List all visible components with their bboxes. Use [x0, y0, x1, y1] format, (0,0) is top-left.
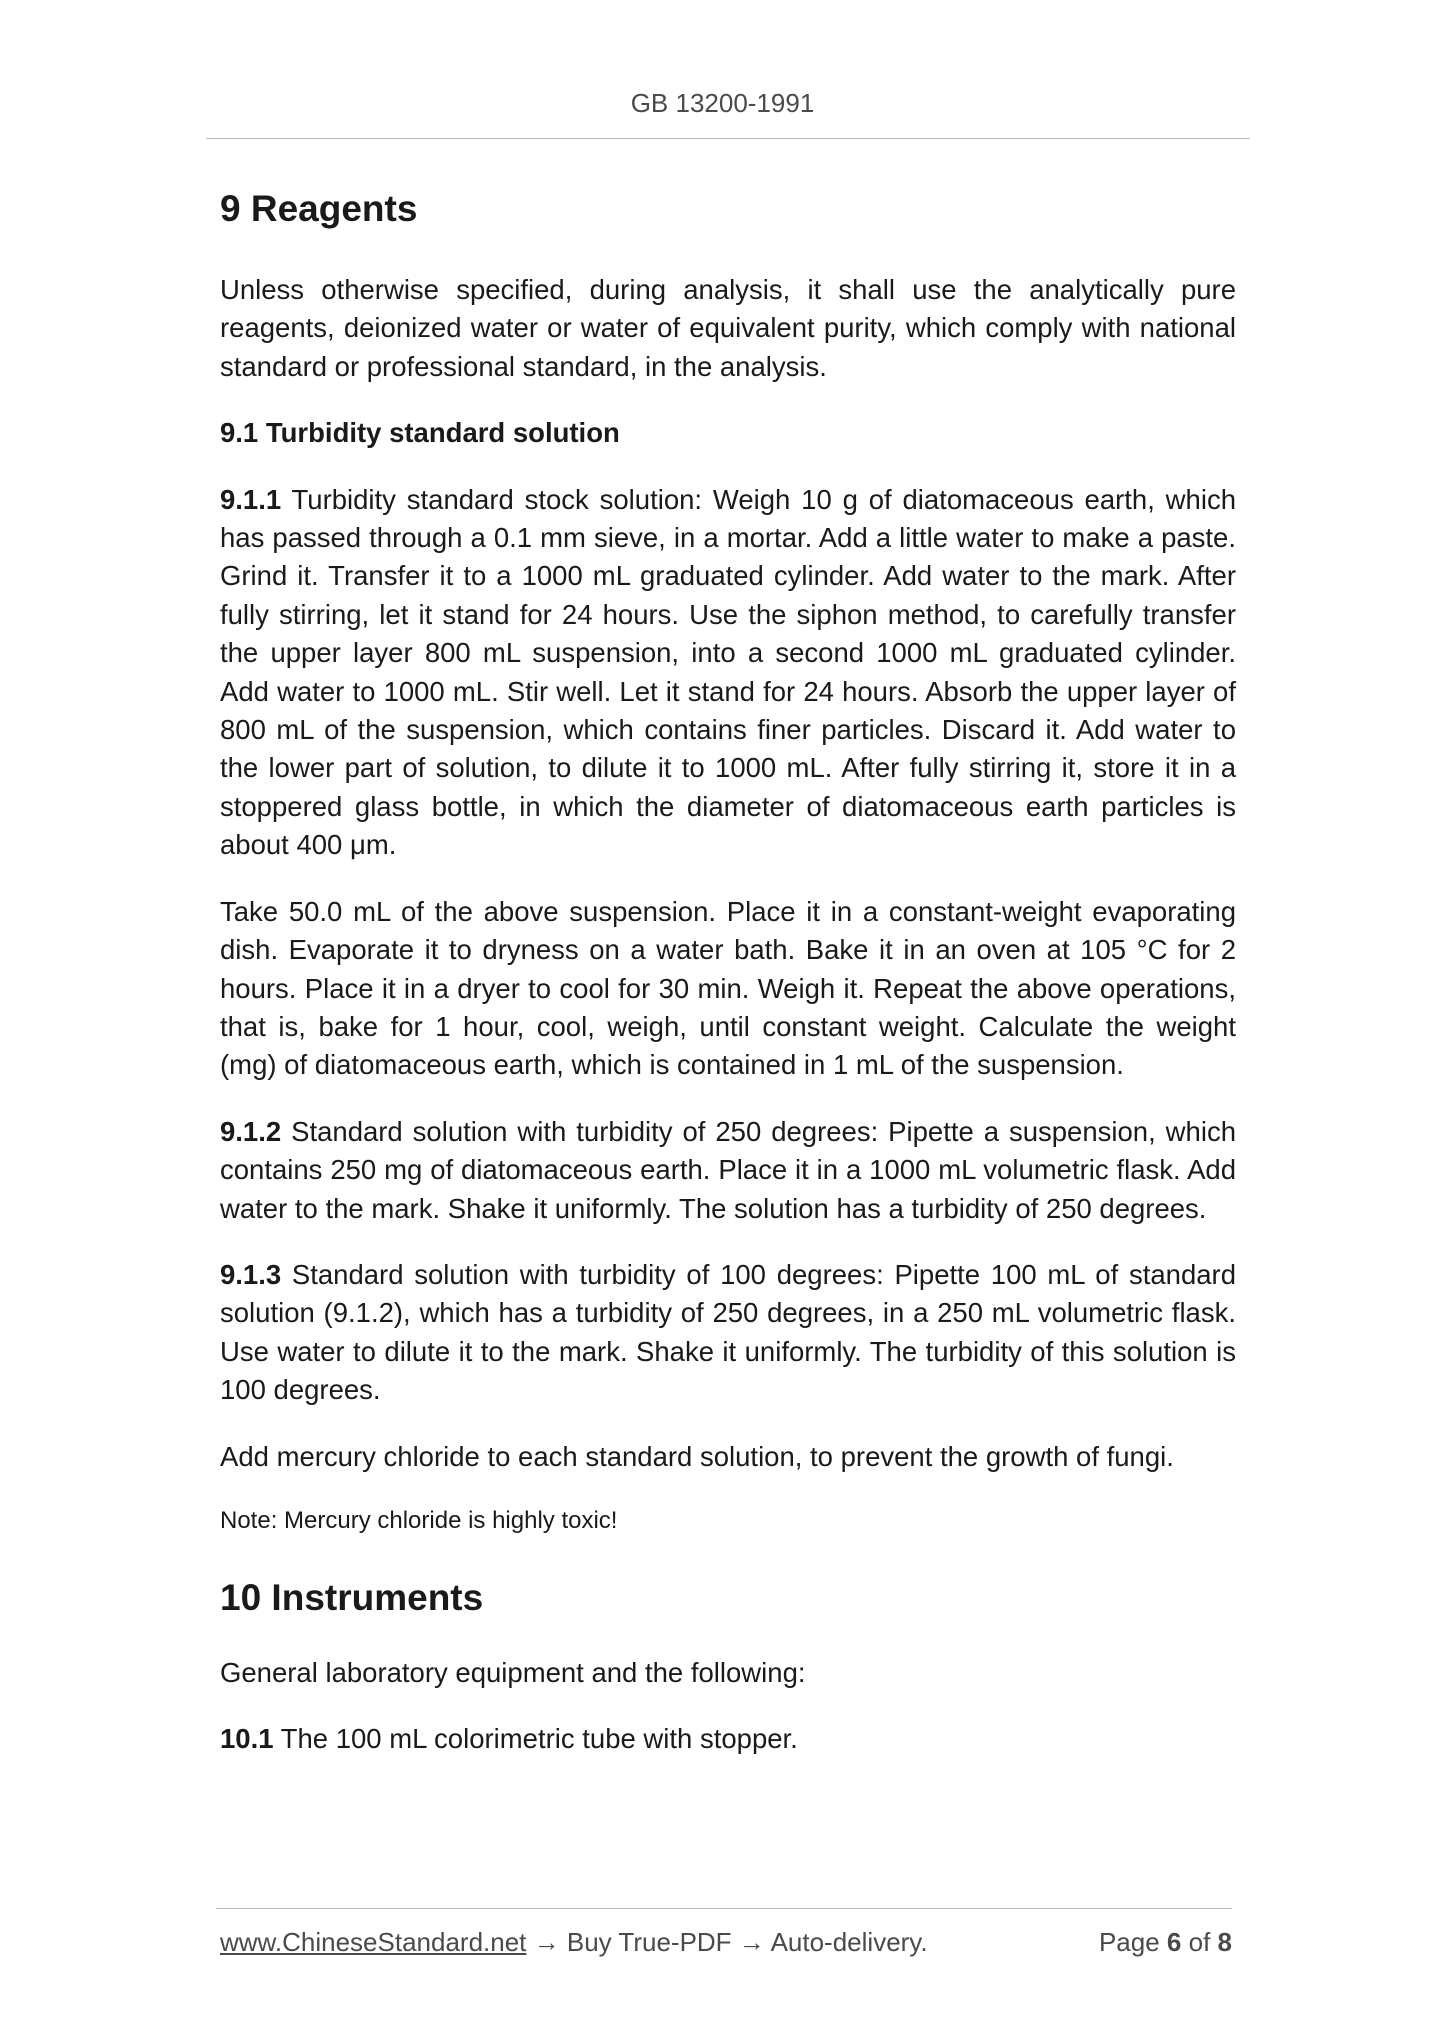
clause-10-1-number: 10.1	[220, 1723, 274, 1755]
section-10-heading: 10 Instruments	[220, 1576, 484, 1618]
mercury-chloride-paragraph: Add mercury chloride to each standard solution, to prevent the growth of fungi.	[220, 1440, 1174, 1472]
page-indicator	[1099, 1927, 1232, 1958]
subsection-9-1-heading: 9.1 Turbidity standard solution	[220, 417, 620, 449]
clause-9-1-3-number: 9.1.3	[220, 1258, 282, 1290]
clause-9-1-2-number: 9.1.2	[220, 1115, 282, 1147]
clause-9-1-1-text: Turbidity standard stock solution: Weigh 10 g of diatomaceous earth, which has passed through a 0.1 mm sieve, in a mortar. Add a little water to make a paste. Grind it. Transfer it to a 1000 mL graduated cylinder. Add water to the mark. After fully stirring, let it stand for 24 hours. Use the siphon method, to carefully transfer the upper layer 800 mL suspension, into a second 1000 mL graduated cylinder. Add water to 1000 mL. Stir well. Let it stand for 24 hours. Absorb the upper layer of 800 mL of the suspension, which contains finer particles. Discard it. Add water to the lower part of solution, to dilute it to 1000 mL. After fully stirring it, store it in a stoppered glass bottle, in which the diameter of diatomaceous earth particles is about 400 μm.	[220, 483, 1236, 861]
take-suspension-paragraph: Take 50.0 mL of the above suspension. Place it in a constant-weight evaporating dish. Evaporate it to dryness on a water bath. Bake it in an oven at 105 °C for 2 hours. Place it in a dryer to cool for 30 min. Weigh it. Repeat the above operations, that is, bake for 1 hour, cool, weigh, until constant weight. Calculate the weight (mg) of diatomaceous earth, which is contained in 1 mL of the suspension.	[220, 895, 1236, 1081]
section-9-intro: Unless otherwise specified, during analysis, it shall use the analytically pure reagents, deionized water or water of equivalent purity, which comply with national standard or professional standard, in the analysis.	[220, 274, 1236, 382]
clause-9-1-1-number: 9.1.1	[220, 483, 282, 515]
clause-9-1-3-text: Standard solution with turbidity of 100 degrees: Pipette 100 mL of standard solution (9.1.2), which has a turbidity of 250 degrees, in a 250 mL volumetric flask. Use water to dilute it to the mark. Shake it uniformly. The turbidity of this solution is 100 degrees.	[220, 1258, 1236, 1406]
section-10-intro: General laboratory equipment and the following:	[220, 1656, 806, 1688]
clause-9-1-3	[220, 1256, 1236, 1410]
footer-tagline: → Buy True-PDF → Auto-delivery.	[526, 1927, 928, 1957]
page-current-number: 6	[1166, 1927, 1182, 1957]
clause-9-1-2-text: Standard solution with turbidity of 250 degrees: Pipette a suspension, which contains 250 mg of diatomaceous earth. Place it in a 1000 mL volumetric flask. Add water to the mark. Shake it uniformly. The solution has a turbidity of 250 degrees.	[220, 1115, 1236, 1224]
document-id-header: GB 13200-1991	[630, 88, 815, 118]
footer-divider	[216, 1908, 1232, 1909]
header-divider	[206, 138, 1250, 139]
page-total-number: 8	[1217, 1927, 1232, 1957]
footer-promo	[220, 1927, 928, 1958]
page-footer	[220, 1927, 1232, 1963]
toxicity-note: Note: Mercury chloride is highly toxic!	[220, 1506, 618, 1534]
clause-9-1-1	[220, 481, 1236, 865]
website-link[interactable]: www.ChineseStandard.net	[220, 1927, 527, 1957]
page-label: Page	[1098, 1927, 1160, 1957]
clause-10-1	[220, 1720, 1236, 1758]
section-9-heading: 9 Reagents	[220, 188, 418, 229]
clause-10-1-text: The 100 mL colorimetric tube with stopper.	[273, 1723, 798, 1755]
page-of-label: of	[1188, 1927, 1211, 1957]
page-content	[220, 185, 1236, 1787]
clause-9-1-2	[220, 1113, 1236, 1228]
